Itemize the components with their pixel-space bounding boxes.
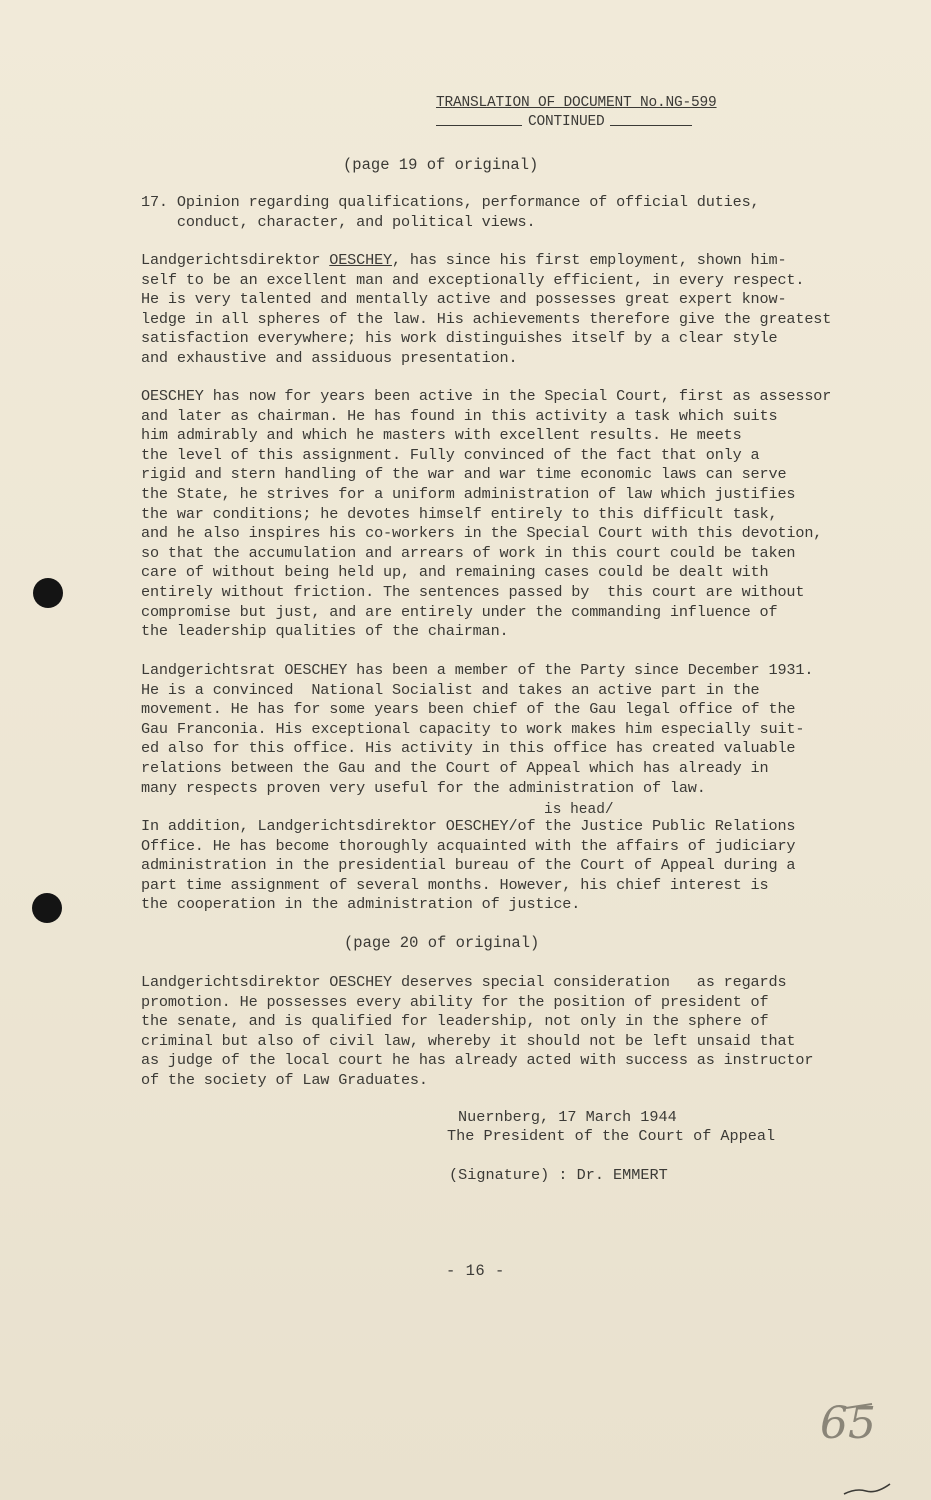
punch-hole-top bbox=[33, 578, 63, 608]
page-note-20: (page 20 of original) bbox=[344, 934, 540, 952]
paragraph-2-line: the level of this assignment. Fully convinced of the fact that only a bbox=[141, 445, 760, 464]
handwritten-page-number bbox=[816, 1386, 876, 1456]
page-number: - 16 - bbox=[446, 1262, 505, 1280]
paragraph-4-line: Office. He has become thoroughly acquainted with the affairs of judiciary bbox=[141, 836, 796, 855]
paragraph-5-line: as judge of the local court he has already acted with success as instructor bbox=[141, 1051, 814, 1070]
paragraph-3-line: He is a convinced National Socialist and takes an active part in the bbox=[141, 680, 760, 699]
paragraph-2-line: the leadership qualities of the chairman. bbox=[141, 622, 509, 641]
paragraph-1-line: He is very talented and mentally active and possesses great expert know- bbox=[141, 290, 787, 309]
item-17 bbox=[141, 193, 886, 232]
paragraph-2-line: care of without being held up, and remaining cases could be dealt with bbox=[141, 563, 769, 582]
paragraph-2-line: and he also inspires his co-workers in the Special Court with this devotion, bbox=[141, 524, 823, 543]
paragraph-5-line: the senate, and is qualified for leadership, not only in the sphere of bbox=[141, 1012, 769, 1031]
paragraph-1-line: satisfaction everywhere; his work distinguishes itself by a clear style bbox=[141, 329, 778, 348]
paragraph-3-line: many respects proven very useful for the administration of law. bbox=[141, 778, 706, 797]
paragraph-4-line: administration in the presidential bureau of the Court of Appeal during a bbox=[141, 856, 796, 875]
signature-place-date: Nuernberg, 17 March 1944 bbox=[458, 1108, 677, 1126]
scribble-stroke bbox=[844, 1484, 890, 1494]
punch-hole-bottom bbox=[32, 893, 62, 923]
paragraph-2-line: him admirably and which he masters with excellent results. He meets bbox=[141, 426, 742, 445]
paragraph-3-line: ed also for this office. His activity in this office has created valuable bbox=[141, 739, 796, 758]
document-header bbox=[436, 94, 766, 132]
paragraph-4-line: the cooperation in the administration of justice. bbox=[141, 895, 581, 914]
paragraph-5-line: promotion. He possesses every ability for the position of president of bbox=[141, 992, 769, 1011]
interlinear-insertion: is head/ bbox=[544, 802, 614, 818]
signature-line: (Signature) : Dr. EMMERT bbox=[449, 1166, 668, 1184]
paragraph-4-line: In addition, Landgerichtsdirektor OESCHEY/of the Justice Public Relations bbox=[141, 817, 796, 835]
item-17-line2: conduct, character, and political views. bbox=[141, 212, 536, 231]
paragraph-1-line: and exhaustive and assiduous presentation. bbox=[141, 348, 518, 367]
paragraph-5-line: of the society of Law Graduates. bbox=[141, 1070, 428, 1089]
underlined-name: OESCHEY bbox=[329, 251, 392, 269]
corner-scribble bbox=[842, 1478, 892, 1498]
paragraph-3-line: Gau Franconia. His exceptional capacity to work makes him especially suit- bbox=[141, 719, 805, 738]
paragraph-1 bbox=[141, 251, 886, 369]
paragraph-1-line: self to be an excellent man and exceptionally efficient, in every respect. bbox=[141, 270, 805, 289]
paragraph-3-line: movement. He has for some years been chief of the Gau legal office of the bbox=[141, 700, 796, 719]
paragraph-5-line: criminal but also of civil law, whereby it should not be left unsaid that bbox=[141, 1031, 796, 1050]
item-17-line1: 17. Opinion regarding qualifications, performance of official duties, bbox=[141, 193, 760, 211]
paragraph-2-line: OESCHEY has now for years been active in the Special Court, first as assessor bbox=[141, 387, 832, 405]
paragraph-1-first-line bbox=[141, 251, 886, 271]
paragraph-2-line: the war conditions; he devotes himself entirely to this difficult task, bbox=[141, 504, 778, 523]
header-continued: CONTINUED bbox=[436, 113, 766, 132]
paragraph-5 bbox=[141, 973, 886, 1091]
header-title: TRANSLATION OF DOCUMENT No.NG-599 bbox=[436, 95, 717, 111]
paragraph-4-line: part time assignment of several months. However, his chief interest is bbox=[141, 875, 769, 894]
signature-title: The President of the Court of Appeal bbox=[447, 1127, 776, 1145]
paragraph-1-rest: , has since his first employment, shown him- bbox=[392, 251, 787, 269]
paragraph-5-line: Landgerichtsdirektor OESCHEY deserves special consideration as regards bbox=[141, 973, 787, 991]
paragraph-2-line: so that the accumulation and arrears of work in this court could be taken bbox=[141, 543, 796, 562]
handwritten-number-text: 65 bbox=[820, 1398, 876, 1449]
paragraph-3 bbox=[141, 661, 886, 798]
paragraph-1-prefix: Landgerichtsdirektor bbox=[141, 251, 330, 269]
paragraph-2-line: rigid and stern handling of the war and war time economic laws can serve bbox=[141, 465, 787, 484]
paragraph-1-line: ledge in all spheres of the law. His achievements therefore give the greatest bbox=[141, 309, 832, 328]
paragraph-3-line: Landgerichtsrat OESCHEY has been a member of the Party since December 1931. bbox=[141, 661, 814, 679]
paragraph-2-line: compromise but just, and are entirely under the commanding influence of bbox=[141, 602, 778, 621]
paragraph-4 bbox=[141, 817, 886, 915]
paragraph-2 bbox=[141, 387, 886, 642]
page-note-19: (page 19 of original) bbox=[343, 156, 539, 174]
paragraph-2-line: entirely without friction. The sentences passed by this court are without bbox=[141, 582, 805, 601]
paragraph-3-line: relations between the Gau and the Court of Appeal which has already in bbox=[141, 758, 769, 777]
paragraph-2-line: and later as chairman. He has found in this activity a task which suits bbox=[141, 406, 778, 425]
paragraph-2-line: the State, he strives for a uniform administration of law which justifies bbox=[141, 484, 796, 503]
